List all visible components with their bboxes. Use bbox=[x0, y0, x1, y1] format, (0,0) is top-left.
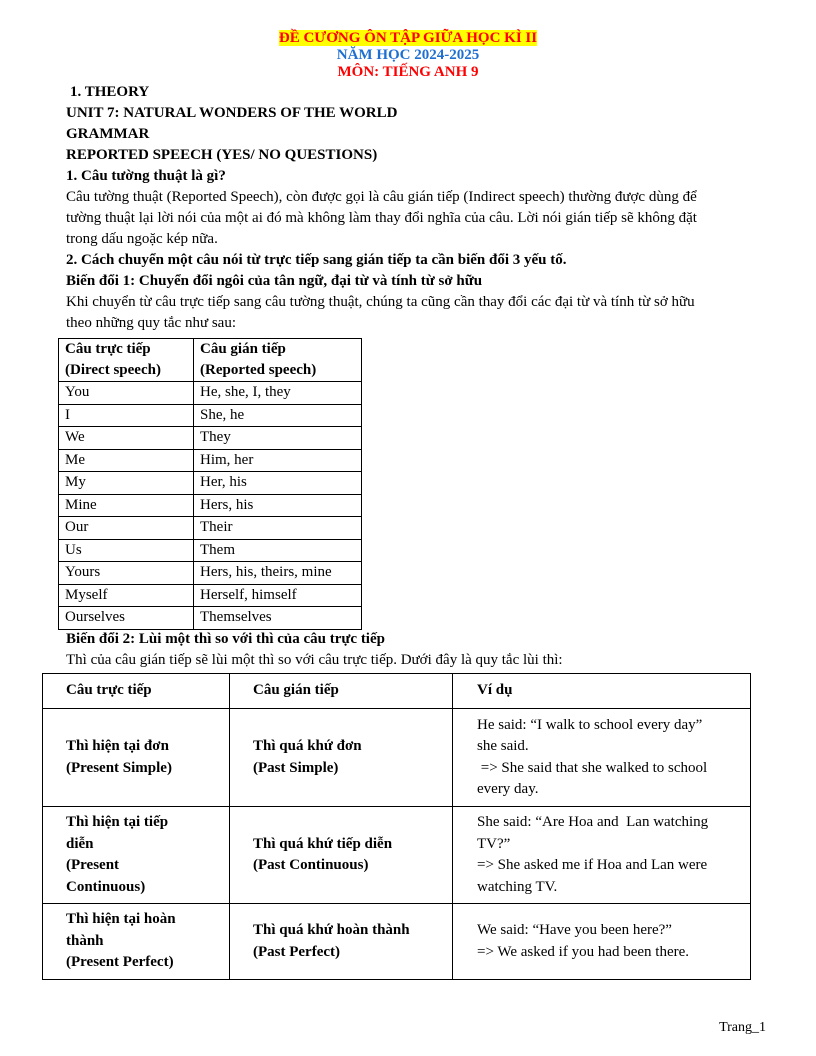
section2-title: 2. Cách chuyển một câu nói từ trực tiếp sang gián tiếp ta cần biến đổi 3 yếu tố. bbox=[66, 252, 567, 268]
direct-cell: We bbox=[59, 427, 194, 450]
reported-cell: He, she, I, they bbox=[194, 382, 362, 405]
reported-cell: Them bbox=[194, 539, 362, 562]
direct-cell: My bbox=[59, 472, 194, 495]
reported-cell: They bbox=[194, 427, 362, 450]
unit-heading: UNIT 7: NATURAL WONDERS OF THE WORLD bbox=[66, 105, 398, 121]
direct-cell: I bbox=[59, 404, 194, 427]
change1-title: Biến đổi 1: Chuyển đổi ngôi của tân ngữ, đại từ và tính từ sở hữu bbox=[66, 273, 483, 289]
reported-tense-cell: Thì quá khứ tiếp diễn (Past Continuous) bbox=[230, 807, 453, 904]
direct-speech-header: Câu trực tiếp (Direct speech) bbox=[59, 339, 194, 382]
direct-cell: Us bbox=[59, 539, 194, 562]
table-row bbox=[59, 404, 362, 427]
direct-cell: Yours bbox=[59, 562, 194, 585]
table-row bbox=[43, 709, 751, 807]
school-year: NĂM HỌC 2024-2025 bbox=[336, 47, 480, 63]
example-cell: She said: “Are Hoa and Lan watching TV?” => She asked me if Hoa and Lan were watching TV. bbox=[453, 807, 751, 904]
direct-cell: Our bbox=[59, 517, 194, 540]
table-row bbox=[59, 382, 362, 405]
reported-cell: Themselves bbox=[194, 607, 362, 630]
reported-cell: Hers, his, theirs, mine bbox=[194, 562, 362, 585]
change1-line2: theo những quy tắc như sau: bbox=[66, 315, 236, 331]
document-title: ĐỀ CƯƠNG ÔN TẬP GIỮA HỌC KÌ II bbox=[278, 30, 538, 46]
reported-speech-heading: REPORTED SPEECH (YES/ NO QUESTIONS) bbox=[66, 147, 378, 163]
theory-heading: 1. THEORY bbox=[70, 84, 150, 100]
direct-cell: Myself bbox=[59, 584, 194, 607]
table-row bbox=[59, 607, 362, 630]
direct-tense-cell: Thì hiện tại tiếp diễn (Present Continuous) bbox=[43, 807, 230, 904]
table-row bbox=[59, 472, 362, 495]
document-header bbox=[0, 30, 816, 81]
table-row bbox=[59, 584, 362, 607]
reported-column-header: Câu gián tiếp bbox=[230, 674, 453, 709]
reported-cell: Him, her bbox=[194, 449, 362, 472]
section1-line1: Câu tường thuật (Reported Speech), còn được gọi là câu gián tiếp (Indirect speech) thường được dùng để bbox=[66, 189, 697, 205]
direct-column-header: Câu trực tiếp bbox=[43, 674, 230, 709]
pronoun-table-header bbox=[59, 339, 362, 382]
table-row bbox=[43, 807, 751, 904]
reported-tense-cell: Thì quá khứ đơn (Past Simple) bbox=[230, 709, 453, 807]
section1-line3: trong dấu ngoặc kép nữa. bbox=[66, 231, 218, 247]
table-row bbox=[59, 539, 362, 562]
table-row bbox=[59, 427, 362, 450]
table-row bbox=[59, 494, 362, 517]
direct-cell: Me bbox=[59, 449, 194, 472]
example-cell: He said: “I walk to school every day” she said. => She said that she walked to school every day. bbox=[453, 709, 751, 807]
reported-cell: Their bbox=[194, 517, 362, 540]
table-row bbox=[59, 449, 362, 472]
change2-title: Biến đổi 2: Lùi một thì so với thì của câu trực tiếp bbox=[66, 631, 385, 647]
direct-tense-cell: Thì hiện tại hoàn thành (Present Perfect) bbox=[43, 904, 230, 980]
change1-line1: Khi chuyển từ câu trực tiếp sang câu tường thuật, chúng ta cũng cần thay đổi các đại từ và tính từ sở hữu bbox=[66, 294, 695, 310]
section1-title: 1. Câu tường thuật là gì? bbox=[66, 168, 226, 184]
headings-block bbox=[66, 82, 756, 334]
direct-tense-cell: Thì hiện tại đơn (Present Simple) bbox=[43, 709, 230, 807]
table-row bbox=[59, 562, 362, 585]
reported-cell: Hers, his bbox=[194, 494, 362, 517]
table-row bbox=[43, 904, 751, 980]
tense-table bbox=[42, 673, 751, 980]
page-number: Trang_1 bbox=[719, 1020, 766, 1035]
direct-cell: Ourselves bbox=[59, 607, 194, 630]
subject-line: MÔN: TIẾNG ANH 9 bbox=[337, 64, 479, 80]
change2-line: Thì của câu gián tiếp sẽ lùi một thì so với câu trực tiếp. Dưới đây là quy tắc lùi thì: bbox=[66, 652, 563, 668]
section1-line2: tường thuật lại lời nói của một ai đó mà không làm thay đổi nghĩa của câu. Lời nói gián tiếp sẽ không đặt bbox=[66, 210, 697, 226]
pronoun-table bbox=[58, 338, 362, 630]
table-row bbox=[59, 517, 362, 540]
example-column-header: Ví dụ bbox=[453, 674, 751, 709]
change2-block bbox=[66, 629, 756, 671]
reported-speech-header: Câu gián tiếp (Reported speech) bbox=[194, 339, 362, 382]
direct-cell: Mine bbox=[59, 494, 194, 517]
reported-cell: Herself, himself bbox=[194, 584, 362, 607]
example-cell: We said: “Have you been here?” => We asked if you had been there. bbox=[453, 904, 751, 980]
reported-cell: She, he bbox=[194, 404, 362, 427]
direct-cell: You bbox=[59, 382, 194, 405]
grammar-heading: GRAMMAR bbox=[66, 126, 150, 142]
tense-table-header bbox=[43, 674, 751, 709]
reported-tense-cell: Thì quá khứ hoàn thành (Past Perfect) bbox=[230, 904, 453, 980]
reported-cell: Her, his bbox=[194, 472, 362, 495]
